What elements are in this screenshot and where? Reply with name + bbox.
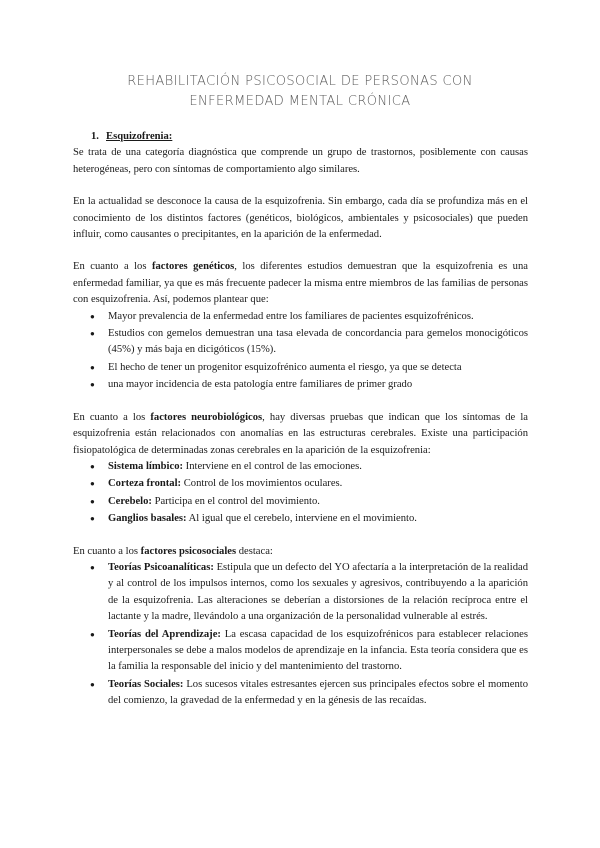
intro-paragraph: Se trata de una categoría diagnóstica que comprende un grupo de trastornos, posiblemente con causas heterogéneas, pero con síntomas de comportamiento algo similares. <box>73 147 528 175</box>
section-heading-text: Esquizofrenia: <box>106 131 173 142</box>
geneticos-paragraph: En cuanto a los factores genéticos, los diferentes estudios demuestran que la esquizofrenia es una enfermedad familiar, ya que es más frecuente padecer la misma entre miembros de las familias de personas con esquizofrenia. Así, podemos plantear que: <box>73 261 528 306</box>
neurobiologicos-paragraph: En cuanto a los factores neurobiológicos, hay diversas pruebas que indican que los síntomas de la esquizofrenia están relacionados con anomalías en las estructuras cerebrales. Existe una participación fisiopatológica de determinadas zonas cerebrales en la aparición de la esquizofrenia: <box>73 411 528 456</box>
list-item: ● una mayor incidencia de esta patología entre familiares de primer grado <box>108 377 528 393</box>
list-item: ● Sistema límbico: Interviene en el control de las emociones. <box>108 459 528 475</box>
psicosociales-term: factores psicosociales <box>140 545 237 557</box>
list-item: ● Mayor prevalencia de la enfermedad entre los familiares de pacientes esquizofrénicos. <box>108 309 528 325</box>
title-line-1: REHABILITACIÓN PSICOSOCIAL DE PERSONAS CON <box>127 74 473 89</box>
list-item: ● Cerebelo: Participa en el control del movimiento. <box>108 494 528 510</box>
list-item: ● Teorías Sociales: Los sucesos vitales estresantes ejercen sus principales efectos sobre el momento del comienzo, la gravedad de la enfermedad y en la génesis de las recaídas. <box>108 677 528 710</box>
list-item: ● Estudios con gemelos demuestran una tasa elevada de concordancia para gemelos monocigóticos (45%) y más baja en dicigóticos (15%). <box>108 326 528 359</box>
title-line-2: ENFERMEDAD MENTAL CRÓNICA <box>189 94 411 109</box>
list-item: ● Teorías del Aprendizaje: La escasa capacidad de los esquizofrénicos para establecer relaciones interpersonales se debe a malos modelos de aprendizaje en la infancia. Esta teoría considera que es la familia la responsable del inicio y del mantenimiento del trastorno. <box>108 627 528 676</box>
section-heading <box>73 129 528 145</box>
list-item: ● Teorías Psicoanalíticas: Estipula que un defecto del YO afectaría a la interpretación de la realidad y al control de los impulsos internos, como los sexuales y agresivos, contribuyendo a la aparición de la esquizofrenia. Las alteraciones se deberían a distorsiones de la relación recíproca entre el lactante y la madre, llevándolo a una organización de la personalidad vulnerable al estrés. <box>108 560 528 626</box>
list-item: ● Ganglios basales: Al igual que el cerebelo, interviene en el movimiento. <box>108 511 528 527</box>
actualidad-paragraph: En la actualidad se desconoce la causa de la esquizofrenia. Sin embargo, cada día se profundiza más en el conocimiento de los distintos factores (genéticos, biológicos, ambientales y psicosociales) que pueden influir, como causantes o precipitantes, en la aparición de la enfermedad. <box>73 196 528 241</box>
geneticos-term: factores genéticos <box>151 261 235 273</box>
document-title <box>0 72 600 112</box>
list-item: ● El hecho de tener un progenitor esquizofrénico aumenta el riesgo, ya que se detecta <box>108 360 528 376</box>
geneticos-list <box>73 309 528 394</box>
section-number: 1. <box>91 131 99 142</box>
list-item: ● Corteza frontal: Control de los movimientos oculares. <box>108 476 528 492</box>
psicosociales-list <box>73 560 528 710</box>
document-body <box>73 129 528 726</box>
neurobiologicos-term: factores neurobiológicos <box>150 411 263 423</box>
psicosociales-paragraph: En cuanto a los factores psicosociales destaca: <box>73 545 273 557</box>
neurobiologicos-list <box>73 459 528 528</box>
